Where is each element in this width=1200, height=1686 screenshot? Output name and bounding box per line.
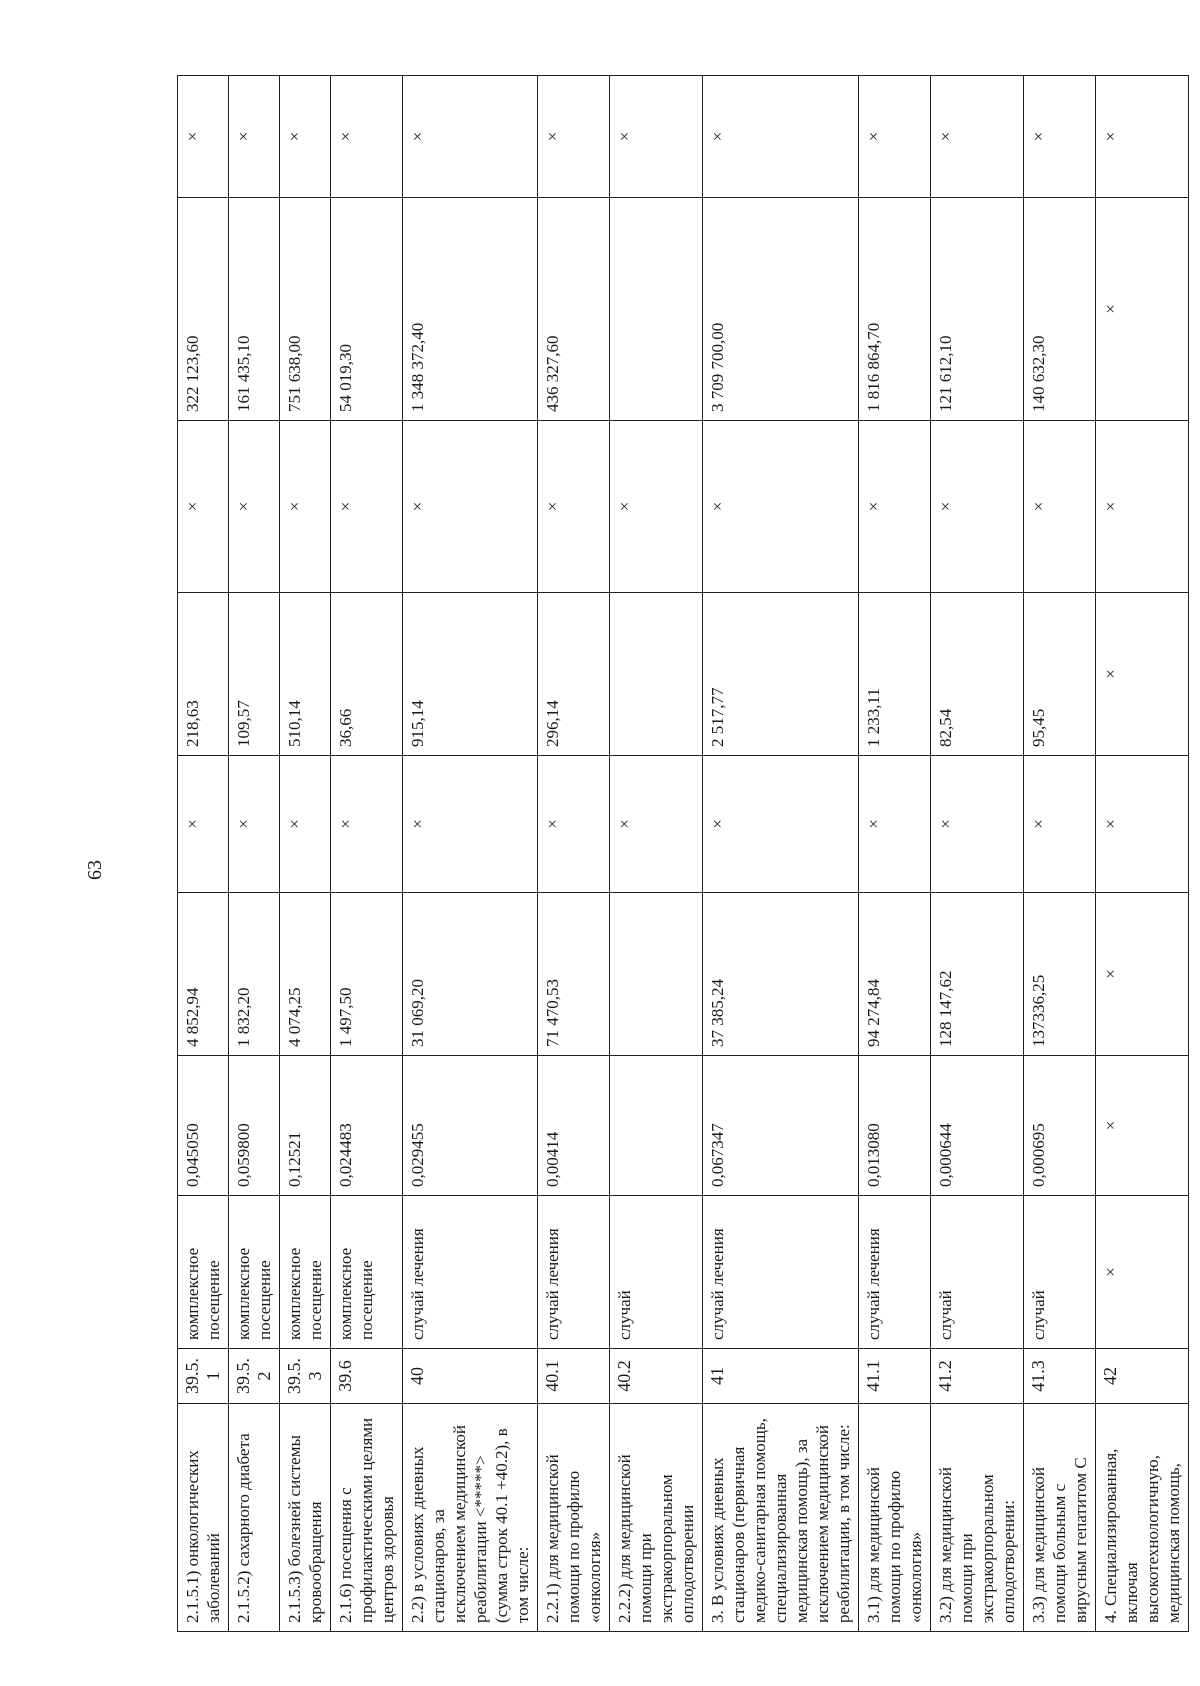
row-name-cell: 3.1) для медицинской помощи по профилю «онкология» [859,1404,931,1632]
row-col9-cell [610,198,703,421]
row-col6-cell: × [1024,756,1096,893]
row-volume-cell: 0,029455 [403,1056,538,1196]
row-unit-cell: случай лечения [538,1196,610,1349]
row-col10-cell: × [1096,76,1189,198]
row-col8-cell: × [1096,421,1189,593]
table-row [178,76,229,1632]
row-col7-cell: 915,14 [403,593,538,756]
row-col10-cell: × [859,76,931,198]
row-col6-cell: × [538,756,610,893]
row-unit-cell: случай лечения [403,1196,538,1349]
table-row [229,76,280,1632]
row-col10-cell: × [229,76,280,198]
row-col8-cell: × [331,421,403,593]
row-col7-cell: 296,14 [538,593,610,756]
row-col7-cell: 2 517,77 [703,593,859,756]
row-cost-cell: 1 832,20 [229,893,280,1056]
row-col6-cell: × [610,756,703,893]
row-col8-cell: × [280,421,331,593]
row-name-cell: 3. В условиях дневных стационаров (первичная медико-санитарная помощь, специализированная медицинская помощь), за исключением медицинской реабилитации, в том числе: [703,1404,859,1632]
row-name-cell: 2.1.5.1) онкологических заболеваний [178,1404,229,1632]
row-col7-cell: 95,45 [1024,593,1096,756]
row-col9-cell: 3 709 700,00 [703,198,859,421]
row-unit-cell: случай лечения [703,1196,859,1349]
row-name-cell: 2.1.5.3) болезней системы кровообращения [280,1404,331,1632]
table-row [1096,76,1189,1632]
row-col10-cell: × [403,76,538,198]
row-code-cell: 39.5.2 [229,1349,280,1404]
row-col9-cell: 140 632,30 [1024,198,1096,421]
row-cost-cell: × [1096,893,1189,1056]
row-code-cell: 40 [403,1349,538,1404]
row-col6-cell: × [931,756,1024,893]
row-unit-cell: случай [931,1196,1024,1349]
row-col8-cell: × [931,421,1024,593]
row-cost-cell: 4 852,94 [178,893,229,1056]
row-unit-cell: комплексное посещение [178,1196,229,1349]
row-col6-cell: × [331,756,403,893]
row-volume-cell: 0,013080 [859,1056,931,1196]
row-col10-cell: × [331,76,403,198]
row-col10-cell: × [280,76,331,198]
table-row [538,76,610,1632]
row-code-cell: 39.6 [331,1349,403,1404]
row-col10-cell: × [178,76,229,198]
row-code-cell: 41.2 [931,1349,1024,1404]
row-col7-cell: 82,54 [931,593,1024,756]
row-col10-cell: × [610,76,703,198]
row-col7-cell: 109,57 [229,593,280,756]
row-unit-cell: комплексное посещение [331,1196,403,1349]
row-cost-cell: 137336,25 [1024,893,1096,1056]
row-volume-cell: 0,067347 [703,1056,859,1196]
row-col7-cell: × [1096,593,1189,756]
row-col8-cell: × [538,421,610,593]
row-code-cell: 39.5.1 [178,1349,229,1404]
row-code-cell: 40.1 [538,1349,610,1404]
row-col8-cell: × [178,421,229,593]
table-row [1024,76,1096,1632]
row-name-cell: 2.2.1) для медицинской помощи по профилю «онкология» [538,1404,610,1632]
row-unit-cell: комплексное посещение [280,1196,331,1349]
row-name-cell: 2.2.2) для медицинской помощи при экстракорпоральном оплодотворении [610,1404,703,1632]
row-col6-cell: × [859,756,931,893]
row-col8-cell: × [703,421,859,593]
row-volume-cell: 0,12521 [280,1056,331,1196]
row-col6-cell: × [280,756,331,893]
table-row [610,76,703,1632]
financing-table [177,75,1189,1632]
row-volume-cell: 0,000695 [1024,1056,1096,1196]
table-row [331,76,403,1632]
row-col7-cell: 510,14 [280,593,331,756]
row-col9-cell: 161 435,10 [229,198,280,421]
row-unit-cell: случай [610,1196,703,1349]
row-name-cell: 2.2) в условиях дневных стационаров, за исключением медицинской реабилитации <*****> (сумма строк 40.1 +40.2), в том числе: [403,1404,538,1632]
row-col9-cell: 121 612,10 [931,198,1024,421]
row-col6-cell: × [703,756,859,893]
row-col8-cell: × [1024,421,1096,593]
row-volume-cell: × [1096,1056,1189,1196]
row-col8-cell: × [610,421,703,593]
row-col7-cell: 218,63 [178,593,229,756]
row-col6-cell: × [1096,756,1189,893]
row-col7-cell: 36,66 [331,593,403,756]
page-number: 63 [84,860,106,880]
row-volume-cell: 0,059800 [229,1056,280,1196]
row-col6-cell: × [178,756,229,893]
row-col9-cell: 322 123,60 [178,198,229,421]
row-cost-cell [610,893,703,1056]
row-cost-cell: 71 470,53 [538,893,610,1056]
row-col8-cell: × [229,421,280,593]
row-name-cell: 4. Специализированная, включая высокотехнологичную, медицинская помощь, [1096,1404,1189,1632]
row-cost-cell: 31 069,20 [403,893,538,1056]
table-row [931,76,1024,1632]
row-volume-cell: 0,00414 [538,1056,610,1196]
row-code-cell: 40.2 [610,1349,703,1404]
table-row [703,76,859,1632]
row-col9-cell: 751 638,00 [280,198,331,421]
row-col9-cell: × [1096,198,1189,421]
row-col6-cell: × [403,756,538,893]
row-name-cell: 3.2) для медицинской помощи при экстракорпоральном оплодотворении: [931,1404,1024,1632]
row-col10-cell: × [931,76,1024,198]
table-row [403,76,538,1632]
row-col9-cell: 1 348 372,40 [403,198,538,421]
row-code-cell: 41 [703,1349,859,1404]
row-name-cell: 3.3) для медицинской помощи больным с вирусным гепатитом С [1024,1404,1096,1632]
row-cost-cell: 128 147,62 [931,893,1024,1056]
row-cost-cell: 4 074,25 [280,893,331,1056]
row-col8-cell: × [859,421,931,593]
row-volume-cell: 0,000644 [931,1056,1024,1196]
row-unit-cell: × [1096,1196,1189,1349]
row-volume-cell: 0,045050 [178,1056,229,1196]
row-col6-cell: × [229,756,280,893]
row-unit-cell: случай лечения [859,1196,931,1349]
row-code-cell: 41.1 [859,1349,931,1404]
row-col10-cell: × [703,76,859,198]
row-code-cell: 39.5.3 [280,1349,331,1404]
row-volume-cell [610,1056,703,1196]
row-col9-cell: 1 816 864,70 [859,198,931,421]
row-unit-cell: случай [1024,1196,1096,1349]
row-col7-cell: 1 233,11 [859,593,931,756]
table-row [280,76,331,1632]
row-cost-cell: 37 385,24 [703,893,859,1056]
row-cost-cell: 94 274,84 [859,893,931,1056]
row-name-cell: 2.1.6) посещения с профилактическими целями центров здоровья [331,1404,403,1632]
row-col10-cell: × [538,76,610,198]
rotated-table-container [177,76,1183,1632]
row-col7-cell [610,593,703,756]
row-volume-cell: 0,024483 [331,1056,403,1196]
row-col9-cell: 54 019,30 [331,198,403,421]
row-col8-cell: × [403,421,538,593]
row-col10-cell: × [1024,76,1096,198]
row-code-cell: 42 [1096,1349,1189,1404]
row-cost-cell: 1 497,50 [331,893,403,1056]
table-row [859,76,931,1632]
row-unit-cell: комплексное посещение [229,1196,280,1349]
row-name-cell: 2.1.5.2) сахарного диабета [229,1404,280,1632]
row-code-cell: 41.3 [1024,1349,1096,1404]
row-col9-cell: 436 327,60 [538,198,610,421]
